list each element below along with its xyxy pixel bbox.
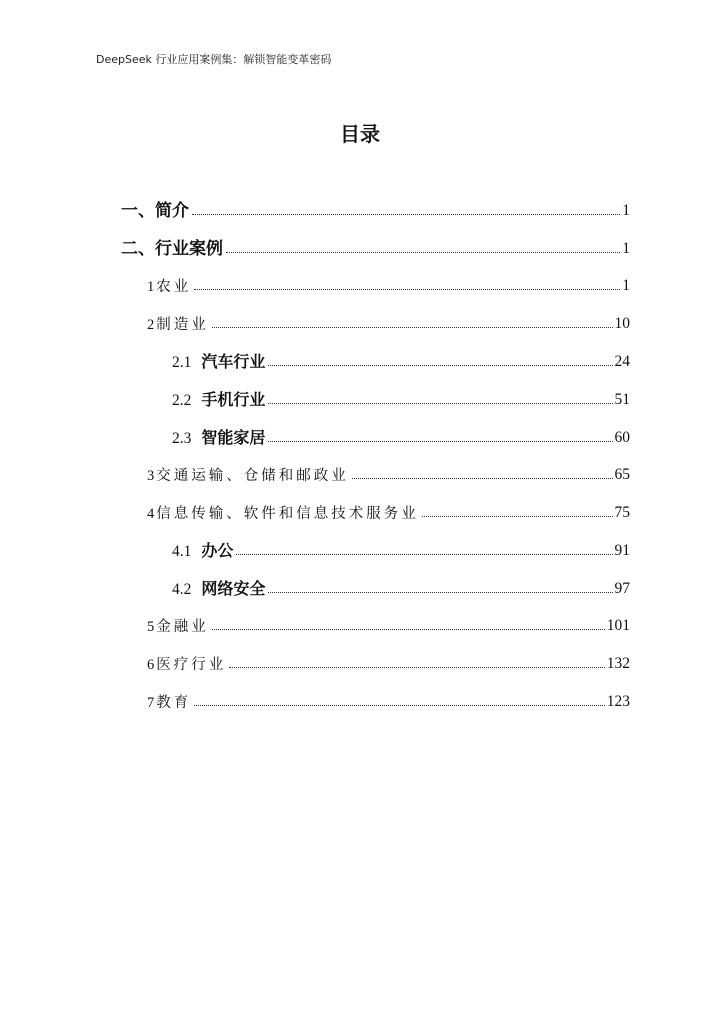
toc-entry[interactable]	[172, 535, 630, 561]
toc-page-number: 132	[606, 654, 630, 672]
toc-entry-number: 2.1	[172, 354, 192, 371]
toc-entry-label: 一、简介	[121, 201, 189, 221]
dot-leader	[268, 403, 612, 404]
toc-entry[interactable]	[121, 233, 630, 259]
running-header: DeepSeek 行业应用案例集：解锁智能变革密码	[96, 53, 332, 66]
toc-entry-label: 制造业	[156, 317, 209, 333]
toc-page-number: 97	[614, 579, 630, 597]
toc-entry-label: 二、行业案例	[121, 239, 223, 259]
toc-entry-number: 2.2	[172, 392, 192, 409]
dot-leader	[212, 327, 613, 328]
toc-entry-label: 交通运输、仓储和邮政业	[156, 468, 349, 484]
toc-entry-number: 4.2	[172, 581, 192, 598]
dot-leader	[194, 289, 620, 290]
toc-entry-number: 2.3	[172, 430, 192, 447]
toc-entry[interactable]	[121, 195, 630, 221]
toc-entry[interactable]	[147, 497, 630, 523]
toc-entry[interactable]	[147, 459, 630, 485]
toc-entry-number: 1	[147, 279, 155, 295]
toc-entry-label: 农业	[156, 279, 192, 295]
toc-entry[interactable]	[147, 648, 630, 674]
toc-entry-label: 手机行业	[201, 390, 266, 409]
toc-entry-label: 金融业	[156, 619, 209, 635]
toc-entry[interactable]	[147, 308, 630, 334]
toc-entry[interactable]	[147, 270, 630, 296]
toc-entry-label: 网络安全	[201, 579, 266, 598]
toc-entry-label: 医疗行业	[156, 657, 227, 673]
toc-entry-label: 信息传输、软件和信息技术服务业	[156, 506, 419, 522]
toc-entry-label: 智能家居	[201, 428, 266, 447]
dot-leader	[194, 705, 605, 706]
toc-entry-number: 3	[147, 468, 155, 484]
toc-entry[interactable]	[172, 346, 630, 372]
dot-leader	[192, 214, 620, 215]
toc-entry-label: 教育	[156, 695, 192, 711]
toc-page-number: 1	[622, 239, 630, 257]
toc-page-number: 51	[614, 390, 630, 408]
dot-leader	[229, 667, 605, 668]
toc-title: 目录	[340, 122, 380, 146]
toc-entry-number: 4	[147, 506, 155, 522]
toc-entry[interactable]	[172, 573, 630, 599]
toc-entry[interactable]	[172, 384, 630, 410]
dot-leader	[268, 441, 612, 442]
toc-page-number: 1	[622, 201, 630, 219]
toc-entry[interactable]	[147, 686, 630, 712]
toc-entry[interactable]	[172, 422, 630, 448]
toc-page-number: 60	[614, 428, 630, 446]
toc-entry-label: 办公	[201, 541, 234, 560]
dot-leader	[422, 516, 613, 517]
dot-leader	[212, 629, 605, 630]
dot-leader	[352, 478, 613, 479]
toc-page-number: 1	[622, 276, 630, 294]
toc-page-number: 75	[614, 503, 630, 521]
toc-page-number: 24	[614, 352, 630, 370]
toc-page-number: 91	[614, 541, 630, 559]
dot-leader	[268, 592, 612, 593]
toc-entry-number: 2	[147, 317, 155, 333]
dot-leader	[226, 252, 620, 253]
toc-entry-label: 汽车行业	[201, 352, 266, 371]
toc-page-number: 101	[606, 616, 630, 634]
toc-entry-number: 4.1	[172, 543, 192, 560]
toc-page-number: 10	[614, 314, 630, 332]
toc-entry[interactable]	[147, 610, 630, 636]
toc-entry-number: 7	[147, 695, 155, 711]
dot-leader	[236, 554, 612, 555]
toc-page-number: 123	[606, 692, 630, 710]
toc-page-number: 65	[614, 465, 630, 483]
dot-leader	[268, 365, 612, 366]
toc-entry-number: 6	[147, 657, 155, 673]
toc-entry-number: 5	[147, 619, 155, 635]
